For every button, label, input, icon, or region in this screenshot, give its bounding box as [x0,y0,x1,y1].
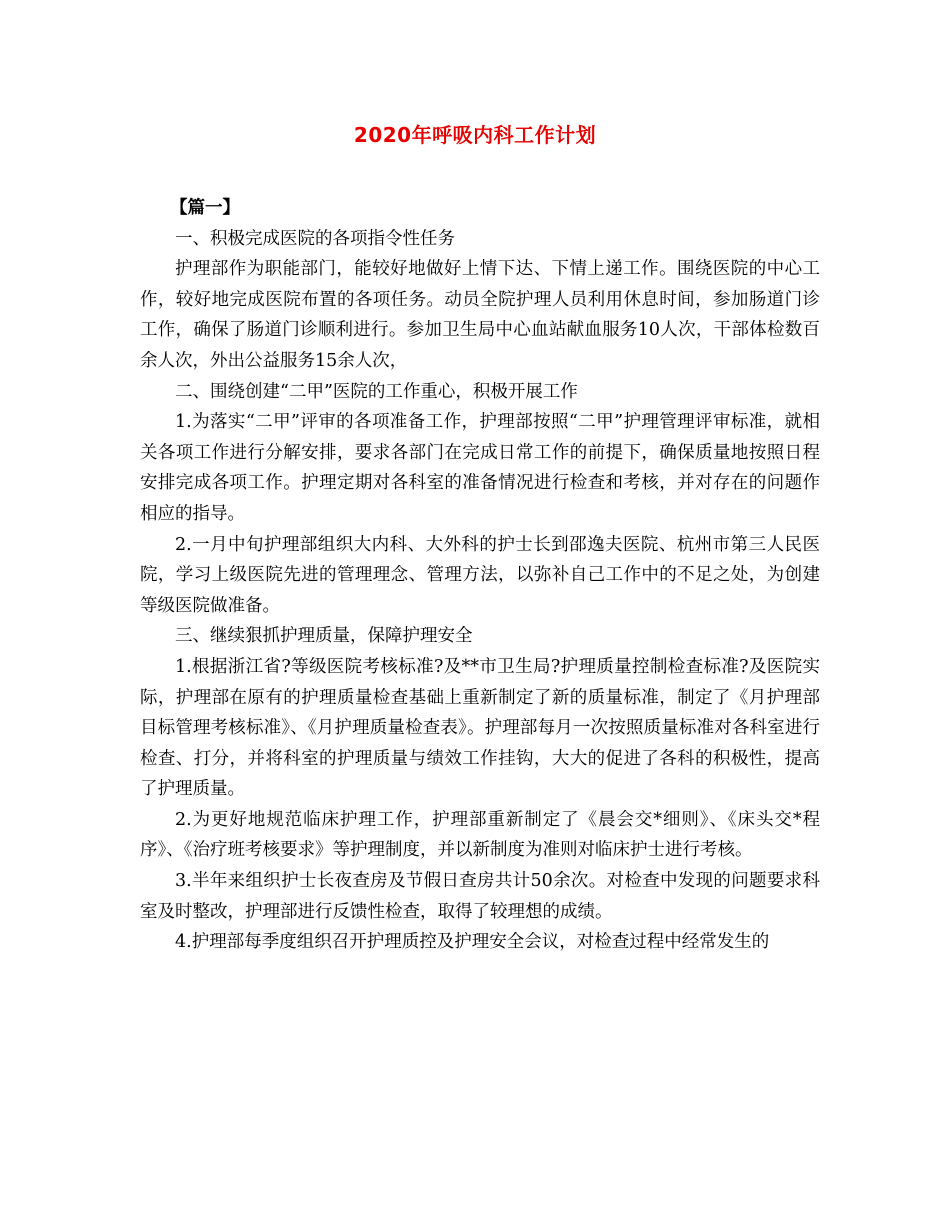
paragraph: 4.护理部每季度组织召开护理质控及护理安全会议，对检查过程中经常发生的 [175,932,770,953]
heading-1: 一、积极完成医院的各项指令性任务 [175,228,455,249]
heading-2: 二、围绕创建“二甲”医院的工作重心，积极开展工作 [175,381,578,402]
document-body [140,193,820,958]
section-marker: 【篇一】 [170,198,240,218]
paragraph: 护理部作为职能部门，能较好地做好上情下达、下情上递工作。围绕医院的中心工作，较好地完成医院布置的各项任务。动员全院护理人员利用休息时间，参加肠道门诊工作，确保了肠道门诊顺利进行。参加卫生局中心血站献血服务10人次，干部体检数百余人次，外出公益服务15余人次， [140,259,820,371]
paragraph: 3.半年来组织护士长夜查房及节假日查房共计50余次。对检查中发现的问题要求科室及时整改，护理部进行反馈性检查，取得了较理想的成绩。 [140,871,820,922]
document-title: 2020年呼吸内科工作计划 [353,123,597,147]
paragraph: 2.一月中旬护理部组织大内科、大外科的护士长到邵逸夫医院、杭州市第三人民医院，学习上级医院先进的管理理念、管理方法，以弥补自己工作中的不足之处，为创建等级医院做准备。 [140,534,820,616]
heading-3: 三、继续狠抓护理质量，保障护理安全 [175,626,473,647]
paragraph: 2.为更好地规范临床护理工作，护理部重新制定了《晨会交*细则》、《床头交*程序》、《治疗班考核要求》等护理制度，并以新制度为准则对临床护士进行考核。 [140,809,820,861]
paragraph: 1.根据浙江省?等级医院考核标准?及**市卫生局?护理质量控制检查标准?及医院实际，护理部在原有的护理质量检查基础上重新制定了新的质量标准，制定了《月护理部目标管理考核标准》、《月护理质量检查表》。护理部每月一次按照质量标准对各科室进行检查、打分，并将科室的护理质量与绩效工作挂钩，大大的促进了各科的积极性，提高了护理质量。 [140,656,820,800]
paragraph: 1.为落实“二甲”评审的各项准备工作，护理部按照“二甲”护理管理评审标准，就相关各项工作进行分解安排，要求各部门在完成日常工作的前提下，确保质量地按照日程安排完成各项工作。护理定期对各科室的准备情况进行检查和考核，并对存在的问题作相应的指导。 [140,412,820,524]
